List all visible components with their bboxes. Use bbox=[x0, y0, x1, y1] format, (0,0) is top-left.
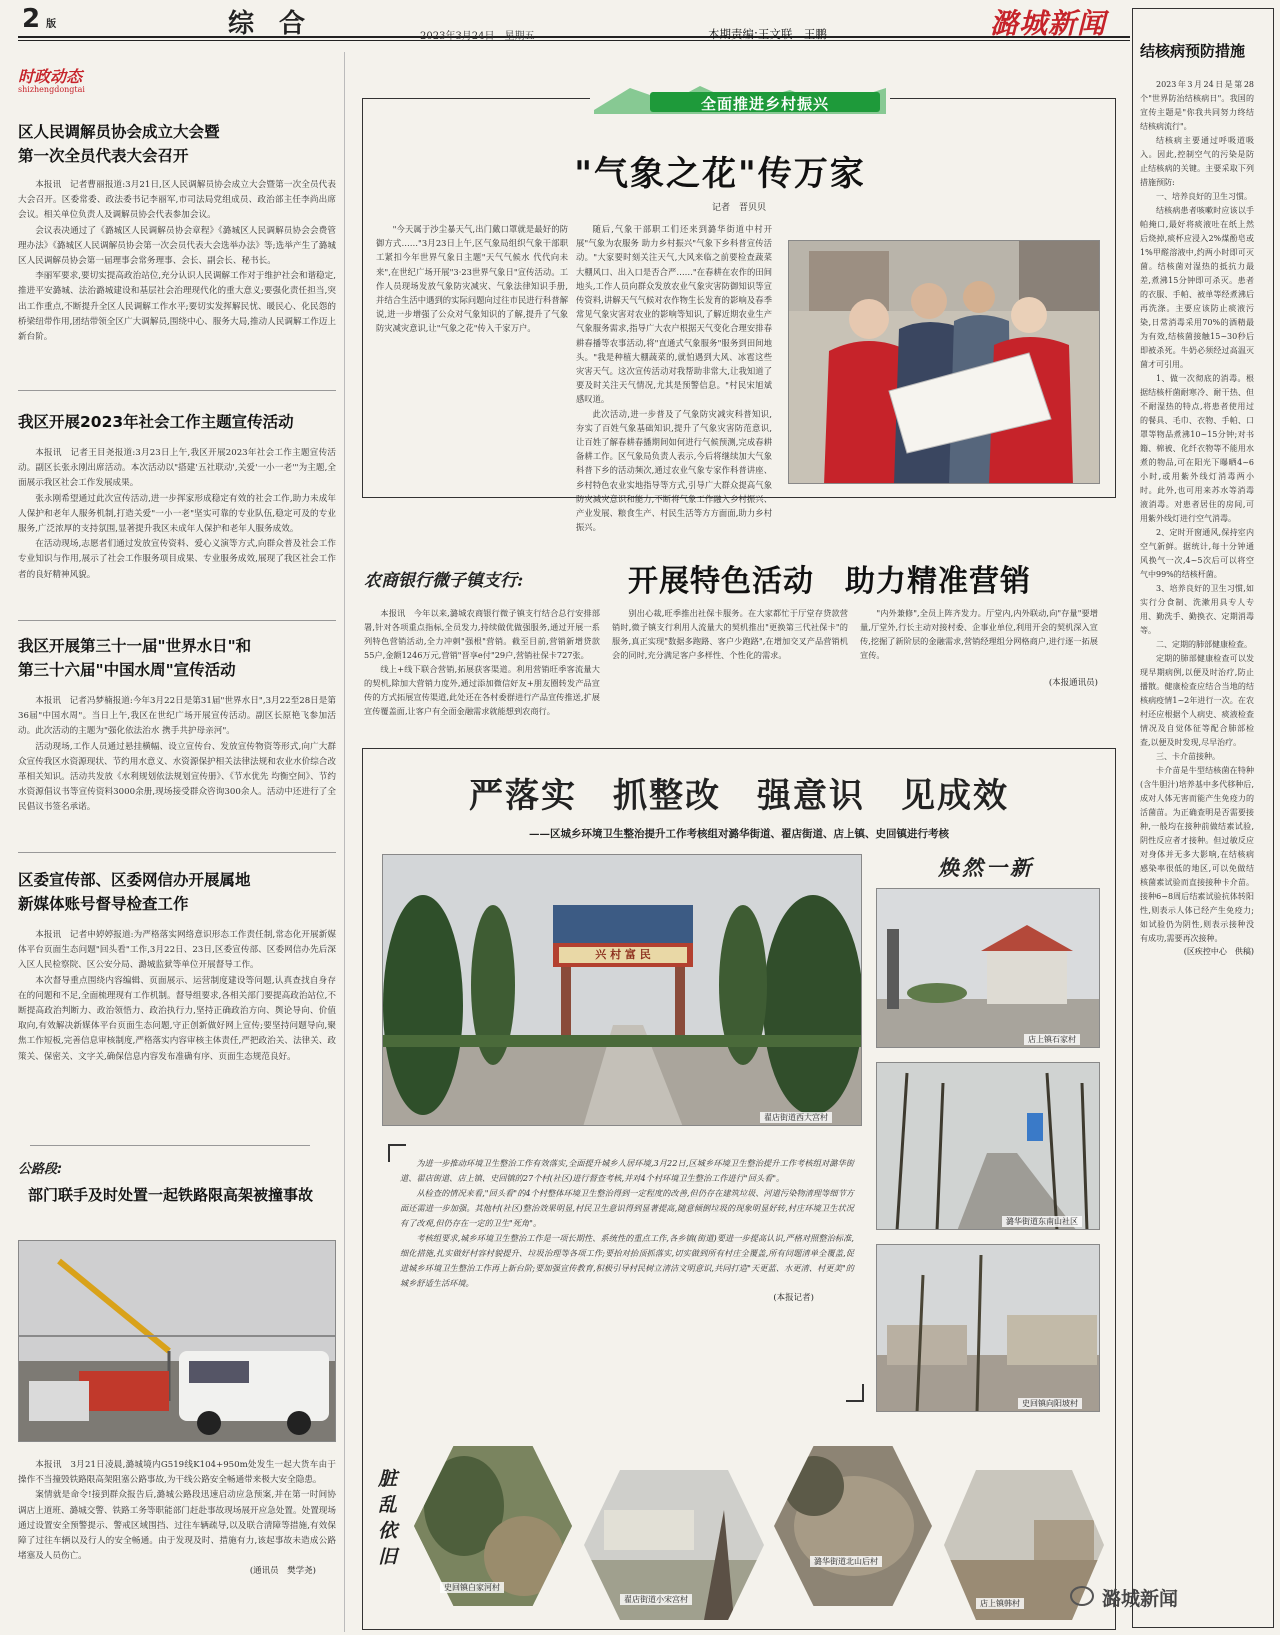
env-title: 严落实 抓整改 强意识 见成效 bbox=[469, 776, 1009, 816]
paragraph: 结核病患者咳嗽时应该以手帕掩口,最好将痰液吐在纸上然后烧掉,痰杯应浸入2%煤酚皂或1%甲醛溶液中,约两小时即可灭菌。结核菌对湿热的抵抗力最差,煮沸15分钟即可杀灭。患者的衣服、手帕、被单等经煮沸后再洗涤。主要应该防止痰液污染,日常消毒采用70%的酒精最为有效,结核菌接触15~30秒后即被杀死。牛奶必须经过高温灭菌才可引用。 bbox=[1140, 206, 1254, 369]
paragraph: 线上+线下联合营销,拓展获客渠道。利用营销旺季客流量大的契机,除加大营销力度外,通过添加微信好友+朋友圈转发产品宣传的方式拓展宣传渠道,此处还在各村委群进行产品宣传推送,扩展宣传覆盖面,让客户有全面金融需求就能想到农商行。 bbox=[364, 664, 600, 716]
paragraph: 卡介苗是牛型结核菌在特种(含牛胆汁)培养基中多代移种后,成对人体无害而能产生免疫力的活菌苗。为正确查明是否需要接种,一般均在接种前做结素试验,阴性反应者才接种。但过敏反应对身体并无多大影响,在结核病感染率很低的地区,可以免做结核菌素试验而直接接种卡介苗。接种6~8周后结素试验抗体转阳性,则表示人体已经产生免疫力;如试验仍为阴性,则表示接种没有成功,需要再次接种。 bbox=[1140, 766, 1254, 943]
paragraph: 案情就是命令!接到群众报告后,潞城公路段迅速启动应急预案,并在第一时间协调店上道班、潞城交警、铁路工务等职能部门赶赴事故现场展开应急处置。处置现场通过设置安全预警提示、警戒区域围挡、过往车辆疏导,以及联合清障等措施,有效保障了过往车辆以及行人的安全畅通。由于发现及时、措施有力,该起事故未造成公路堵塞及人员伤亡。 bbox=[18, 1490, 336, 1562]
article-mediation bbox=[18, 120, 336, 345]
paragraph: 张永刚希望通过此次宣传活动,进一步挥家形成稳定有效的社会工作,助力未成年人保护和老年人服务机制,打造关爱"一小一老"坚实可靠的专业队伍,稳定可及的专业服务,广泛浓厚的支持氛围,显著提升我区未成年人保护和老年人服务成效。 bbox=[18, 493, 336, 535]
env-body bbox=[400, 1156, 854, 1303]
headline: 第三十六届"中国水周"宣传活动 bbox=[18, 661, 236, 679]
photo-caption: 店上镇韩村 bbox=[976, 1598, 1024, 1609]
paragraph: 随后,气象干部职工们还来到潞华街道中村开展"气象为农服务 助力乡村振兴"气象下乡科普宣传活动。"大家要时刻关注天气,大风来临之前要检查蔬菜大棚风口、出入口是否合严……"在春耕在农作的田间地头,工作人员向群众发放农业气象灾害防御知识等宣传资料,讲解天气气候对农作物生长发育的影响及春季常见气象灾害对农业的影响等知识,了解近期农业生产气象服务需求,指导广大农户根据天气变化合理安排春耕春播等农事活动,将"直通式气象服务"服务到田间地头。"我是种植大棚蔬菜的,就怕遇到大风、冰雹这些灾害天气。这次宣传活动对我帮助非常大,让我知道了要及时关注天气情况,尤其是预警信息。"村民宋旭斌感叹道。 bbox=[576, 224, 772, 405]
photo-caption: 翟店街道西大宫村 bbox=[760, 1112, 832, 1123]
env-photo-r3 bbox=[876, 1244, 1100, 1412]
gate-sign: 兴 村 富 民 bbox=[595, 948, 651, 961]
paper-logo: 潞城新闻 bbox=[990, 7, 1107, 40]
article-highway-body bbox=[18, 1458, 336, 1576]
paragraph: 本报讯 今年以来,潞城农商银行微子镇支行结合总行安排部署,针对各项重点指标,全员发力,持续做优做强服务,通过开展一系列特色营销活动,全力冲刺"强根"营销。截至目前,营销新增贷款55户,金额1246万元,营销"晋享e付"29户,营销社保卡727张。 bbox=[364, 608, 600, 660]
paragraph: 此次活动,进一步普及了气象防灾减灾科普知识,夯实了百姓气象基础知识,提升了气象灾害防范意识,让百姓了解春耕春播期间如何进行气候预测,完成春耕备耕工作。区气象局负责人表示,今后将继续加大气象科普下乡的活动频次,通过农业气象专家作科普讲座、乡村特色农业实地指导等方式,引导广大群众提高气象防灾减灾意识和能力,不断将气象工作融入乡村振兴、产业发展、粮食生产、村民生活等方方面面,助力乡村振兴。 bbox=[576, 408, 772, 533]
paragraph: 本报讯 记者申婷婷报道:为严格落实网络意识形态工作责任制,常态化开展新媒体平台页面生态问题"回头看"工作,3月22日、23日,区委宣传部、区委网信办先后深入区人民检察院、区公安分局、潞城监狱等单位开展督导工作。 bbox=[18, 930, 336, 971]
paragraph: 结核病主要通过呼吸道吸入。因此,控制空气的污染是防止结核病的关键。主要采取下列措施预防: bbox=[1140, 136, 1254, 187]
paragraph: 会议表决通过了《潞城区人民调解员协会章程》《潞城区人民调解员协会会费管理办法》《潞城区人民调解员协会第一次会员代表大会选举办法》等;选举产生了潞城区人民调解员协会第一届理事会常务理事、会长、副会长、秘书长。 bbox=[18, 225, 336, 267]
column-label-pinyin: shizhengdongtai bbox=[18, 85, 85, 94]
env-main-photo bbox=[382, 854, 862, 1126]
accident-photo bbox=[18, 1240, 336, 1442]
section-title: 综 合 bbox=[228, 9, 314, 39]
photo-caption: 潞华街道北山后村 bbox=[810, 1556, 882, 1567]
env-photo-r1 bbox=[876, 888, 1100, 1048]
byline: (通讯员 樊学尧) bbox=[249, 1566, 316, 1577]
paragraph: 李丽军要求,要切实提高政治站位,充分认识人民调解工作对于维护社会和谐稳定,推进平安潞城、法治潞城建设和基层社会治理现代化的重大意义;要强化责任担当,突出工作重点,不断提升全区人民调解工作水平;要切实发挥解民忧、暖民心、化民怨的桥梁纽带作用,团结带领全区广大调解员,围绕中心、服务大局,推动人民调解工作迈上新台阶。 bbox=[18, 271, 336, 343]
paragraph: 三、卡介苗接种。 bbox=[1156, 752, 1220, 761]
paragraph: 考核组要求,城乡环境卫生整治工作是一项长期性、系统性的重点工作,各乡镇(街道)要进一步提高认识,严格对照整治标准,细化措施,扎实做好村容村貌提升、垃圾治理等各项工作;要抬对抬顶抓落实,切实做到所有村庄全覆盖,所有问题清单全覆盖,促进城乡环境卫生整治工作再上新台阶;要加强宣传教育,积极引导村民树立清洁文明意识,共同打造"天更蓝、水更清、村更美"的城乡舒适生活环境。 bbox=[400, 1233, 854, 1288]
rural-banner bbox=[590, 80, 890, 116]
feature-text-col1 bbox=[376, 222, 568, 336]
paragraph: 本报讯 记者曹丽报道:3月21日,区人民调解员协会成立大会暨第一次全员代表大会召开。区委常委、政法委书记李丽军,市司法局党组成员、政治部主任李尚出席会议。相关单位负责人及调解员协会代表参加会议。 bbox=[18, 180, 336, 221]
headline: 我区开展2023年社会工作主题宣传活动 bbox=[18, 413, 294, 431]
headline: 部门联手及时处置一起铁路限高架被撞事故 bbox=[28, 1186, 314, 1204]
env-photo-r2 bbox=[876, 1062, 1100, 1230]
watermark-text: 潞城新闻 bbox=[1102, 1588, 1179, 1610]
article-social-work bbox=[18, 410, 336, 583]
bank-title: 开展特色活动 助力精准营销 bbox=[628, 564, 1031, 599]
photo-caption: 史回镇向阳坡村 bbox=[1018, 1398, 1082, 1409]
paragraph: 别出心裁,旺季推出社保卡服务。在大家都忙于厅堂存贷款营销时,微子镇支行利用人流量大的契机推出"更换第三代社保卡"的服务,真正实现"数据多跑路、客户少跑路",在增加交叉产品营销机会的同时,充分满足客户多样性、个性化的需求。 bbox=[612, 608, 848, 660]
feature-title: "气象之花"传万家 bbox=[574, 154, 866, 194]
section-dirty-label: 脏乱依旧 bbox=[378, 1468, 398, 1568]
env-bracket-end bbox=[846, 1384, 864, 1402]
paragraph: 为进一步推动环境卫生整治工作有效落实,全面提升城乡人居环境,3月22日,区城乡环境卫生整治提升工作考核组对潞华街道、翟店街道、店上镇、史回镇的27个村(社区)进行督查考核,并对4个村环境卫生整治工作进行"回头看"。 bbox=[400, 1158, 854, 1183]
paragraph: 2023年3月24日是第28个"世界防治结核病日"。我国的宣传主题是"你我共同努力终结结核病流行"。 bbox=[1140, 80, 1254, 131]
bank-kicker: 农商银行微子镇支行: bbox=[364, 571, 524, 591]
headline: 新媒体账号督导检查工作 bbox=[18, 895, 189, 913]
weather-volunteers-photo bbox=[788, 240, 1100, 484]
paragraph: 一、培养良好的卫生习惯。 bbox=[1156, 192, 1252, 201]
headline: 第一次全员代表大会召开 bbox=[18, 147, 189, 165]
paragraph: 2、定时开窗通风,保持室内空气新鲜。据统计,每十分钟通风换气一次,4~5次后可以将空气中99%的结核杆菌。 bbox=[1140, 528, 1254, 579]
bank-col3 bbox=[860, 606, 1098, 688]
headline: 区人民调解员协会成立大会暨 bbox=[18, 123, 220, 141]
article-water-day bbox=[18, 634, 336, 816]
byline: (本报通讯员) bbox=[1048, 678, 1098, 688]
paragraph: 本报讯 记者王目尧报道:3月23日上午,我区开展2023年社会工作主题宣传活动。副区长张永刚出席活动。本次活动以"搭建'五社联动',关爱'一小一老'"为主题,全面展示我区社会工作发展成果。 bbox=[18, 448, 336, 489]
env-subtitle: ——区城乡环境卫生整治提升工作考核组对潞华街道、翟店街道、店上镇、史回镇进行考核 bbox=[529, 828, 949, 840]
paragraph: 1、做一次彻底的消毒。根据结核杆菌耐寒冷、耐干热、但不耐湿热的特点,将患者使用过的餐具、毛巾、衣物、手帕、口罩等物品煮沸10~15分钟;对书籍、棉被、化纤衣物等不能用水煮的物品,可在阳光下曝晒4~6小时,或用紫外线灯消毒两小时。此外,也可用来苏水等消毒液消毒。对患者居住的房间,可用紫外线灯进行空气消毒。 bbox=[1140, 374, 1254, 523]
paragraph: 定期的肺部健康检查可以发现早期病例,以便及时治疗,防止播散。健康检查应结合当地的结核病疫情1~2年进行一次。在农村还应根据个人病史、痰液检查情况及自觉体征等配合肺部检查,以便及时发现,尽早治疗。 bbox=[1140, 654, 1254, 747]
article-new-media bbox=[18, 868, 336, 1065]
paragraph: 在活动现场,志愿者们通过发放宣传资料、爱心义演等方式,向群众普及社会工作专业知识与作用,展示了社会工作服务项目成果、专业服务成效,展现了我区社会工作者的良好精神风貌。 bbox=[18, 539, 336, 580]
paragraph: 二、定期的肺部健康检查。 bbox=[1156, 640, 1252, 649]
column-label bbox=[18, 64, 138, 98]
issue-date: 2023年3月24日 星期五 bbox=[420, 31, 535, 42]
photo-caption: 店上镇石家村 bbox=[1024, 1034, 1080, 1045]
bank-col1 bbox=[364, 606, 600, 718]
feature-byline: 记者 晋贝贝 bbox=[712, 203, 767, 213]
tb-title: 结核病预防措施 bbox=[1140, 42, 1246, 60]
byline: (区疾控中心 供稿) bbox=[1183, 947, 1254, 956]
editors: 本期责编:王文联 王鹏 bbox=[708, 27, 827, 41]
paragraph: 本报讯 3月21日凌晨,潞城境内G519线K104+950m处发生一起大货车由于操作不当撞毁铁路限高架阻塞公路事故,为干线公路安全畅通带来极大安全隐患。 bbox=[18, 1460, 336, 1486]
paragraph: 本次督导重点围绕内容编辑、页面展示、运营制度建设等问题,认真查找自身存在的问题和不足,全面梳理现有工作机制。督导组要求,各相关部门要提高政治站位,不断提高政治判断力、政治领悟力、政治执行力,坚持正确政治方向、舆论导向、价值取向,有效解决新媒体平台页面生态问题,守正创新做好网上宣传;要坚持问题导向,聚焦工作短板,完善信息审核制度,严格落实内容审核主体责任,严把政治关、法律关、政策关、保密关、文字关,确保信息内容发布准确有序、页面生态规范良好。 bbox=[18, 975, 336, 1062]
photo-caption: 翟店街道小宋宫村 bbox=[620, 1594, 692, 1605]
headline: 我区开展第三十一届"世界水日"和 bbox=[18, 637, 252, 655]
paragraph: 3、培养良好的卫生习惯,如实行分食制、洗漱用具专人专用、勤洗手、勤换衣、定期消毒等。 bbox=[1140, 584, 1254, 635]
tb-body bbox=[1140, 78, 1254, 957]
paragraph: 活动现场,工作人员通过悬挂横幅、设立宣传台、发放宣传物资等形式,向广大群众宣传我区水资源现状、节约用水意义、水资源保护相关法律法规和农业水价综合改革相关知识。活动共发放《水利规划依法规划宣传册》、《节水优先 均衡空间》、节约水资源倡议书等宣传资料3000余册,现场接受群众咨询300余人。活动中还进行了全民倡议书签名承诺。 bbox=[18, 741, 336, 813]
wechat-icon bbox=[1070, 1586, 1094, 1606]
bank-col2 bbox=[612, 606, 848, 662]
article-label: 公路段: bbox=[18, 1162, 63, 1177]
paragraph: 从检查的情况来看,"回头看"的4个村整体环境卫生整治得到一定程度的改善,但仍存在建筑垃圾、河道污染物清理等细节方面还需进一步加强。其他村(社区)整治效果明显,村民卫生意识得到显著提高,随意倾倒垃圾的现象明显好转,村庄环境卫生状况有了改观,但仍存在一定的卫生"死角"。 bbox=[400, 1188, 854, 1228]
section-new-label: 焕然一新 bbox=[938, 855, 1034, 880]
byline: (本报记者) bbox=[773, 1293, 814, 1303]
paragraph: 本报讯 记者冯梦楠报道:今年3月22日是第31届"世界水日",3月22至28日是第36届"中国水周"。当日上午,我区在世纪广场开展宣传活动。副区长原艳飞参加活动。此次活动的主题为"强化依法治水 携手共护母亲河"。 bbox=[18, 696, 336, 737]
feature-text-col2 bbox=[576, 222, 772, 534]
paragraph: "今天属于沙尘暴天气,出门戴口罩就是最好的防御方式……"3月23日上午,区气象局组织气象干部职工紧扣今年世界气象日主题"天气气候水 代代向未来",在世纪广场开展"3·23世界气象日"宣传活动。工作人员现场发放气象防灾减灾、气象法律知识手册,并结合生活中遇到的实际问题向过往市民进行科普解说,进一步增强了公众对气象知识的了解,提升了气象防灾减灾意识,让"气象之花"传入千家万户。 bbox=[376, 224, 568, 334]
column-label-title: 时政动态 bbox=[18, 67, 83, 86]
article-highway bbox=[18, 1158, 336, 1207]
photo-caption: 史回镇白家河村 bbox=[440, 1582, 504, 1593]
headline: 区委宣传部、区委网信办开展属地 bbox=[18, 871, 251, 889]
page-number: 2 版 bbox=[22, 4, 57, 34]
photo-caption: 潞华街道东南山社区 bbox=[1002, 1216, 1082, 1227]
masthead bbox=[0, 0, 1280, 48]
banner-text: 全面推进乡村振兴 bbox=[700, 95, 829, 113]
paragraph: "内外兼修",全员上阵齐发力。厅堂内,内外联动,向"存量"要增量,厅堂外,行长主动对接村委、企事业单位,利用开会的契机深入宣传,挖掘了新阶层的金融需求,营销经理组分网格商户,进行逐一拓展宣传。 bbox=[860, 608, 1098, 660]
